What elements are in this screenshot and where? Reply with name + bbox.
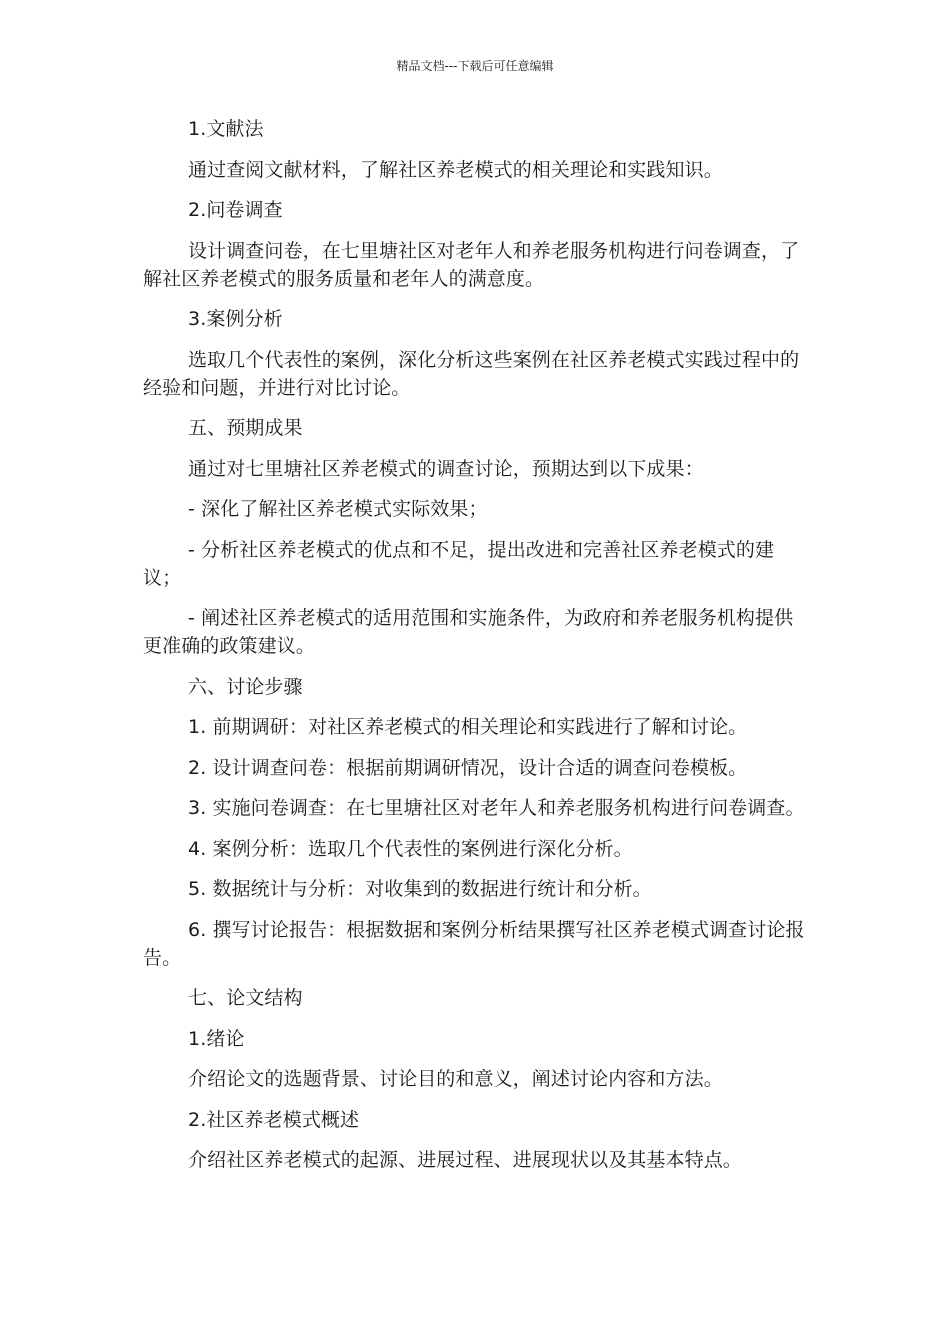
list-item-step-6: 6. 撰写讨论报告：根据数据和案例分析结果撰写社区养老模式调查讨论报告。 xyxy=(143,918,805,969)
paragraph-literature-method: 通过查阅文献材料，了解社区养老模式的相关理论和实践知识。 xyxy=(188,158,723,181)
list-item-result-3: - 阐述社区养老模式的适用范围和实施条件，为政府和养老服务机构提供更准确的政策建议。 xyxy=(143,607,794,657)
paragraph-introduction: 介绍论文的选题背景、讨论目的和意义，阐述讨论内容和方法。 xyxy=(188,1068,723,1090)
list-item-step-3: 3. 实施问卷调查：在七里塘社区对老年人和养老服务机构进行问卷调查。 xyxy=(188,797,805,819)
section-heading-expected-results: 五、预期成果 xyxy=(188,417,303,439)
paragraph-overview: 介绍社区养老模式的起源、进展过程、进展现状以及其基本特点。 xyxy=(188,1149,742,1171)
paragraph-case-analysis: 选取几个代表性的案例，深化分析这些案例在社区养老模式实践过程中的经验和问题，并进行对比讨论。 xyxy=(143,348,800,399)
heading-case-analysis: 3.案例分析 xyxy=(188,308,283,330)
section-heading-thesis-structure: 七、论文结构 xyxy=(188,987,303,1009)
list-item-step-5: 5. 数据统计与分析：对收集到的数据进行统计和分析。 xyxy=(188,878,652,900)
heading-questionnaire: 2.问卷调查 xyxy=(188,199,283,221)
heading-introduction: 1.绪论 xyxy=(188,1027,245,1050)
paragraph-expected-results-intro: 通过对七里塘社区养老模式的调查讨论，预期达到以下成果： xyxy=(188,457,704,480)
heading-literature-method: 1.文献法 xyxy=(188,118,264,140)
heading-overview: 2.社区养老模式概述 xyxy=(188,1108,360,1131)
document-body xyxy=(143,115,807,1187)
paragraph-questionnaire: 设计调查问卷，在七里塘社区对老年人和养老服务机构进行问卷调查，了解社区养老模式的服务质量和老年人的满意度。 xyxy=(143,239,800,290)
list-item-step-4: 4. 案例分析：选取几个代表性的案例进行深化分析。 xyxy=(188,837,633,860)
page-header: 精品文档---下载后可任意编辑 xyxy=(396,59,554,73)
list-item-step-1: 1. 前期调研：对社区养老模式的相关理论和实践进行了解和讨论。 xyxy=(188,716,748,738)
section-heading-discussion-steps: 六、讨论步骤 xyxy=(188,675,303,698)
list-item-result-1: - 深化了解社区养老模式实际效果； xyxy=(188,498,488,520)
list-item-step-2: 2. 设计调查问卷：根据前期调研情况，设计合适的调查问卷模板。 xyxy=(188,756,748,779)
list-item-result-2: - 分析社区养老模式的优点和不足，提出改进和完善社区养老模式的建议； xyxy=(143,538,775,589)
